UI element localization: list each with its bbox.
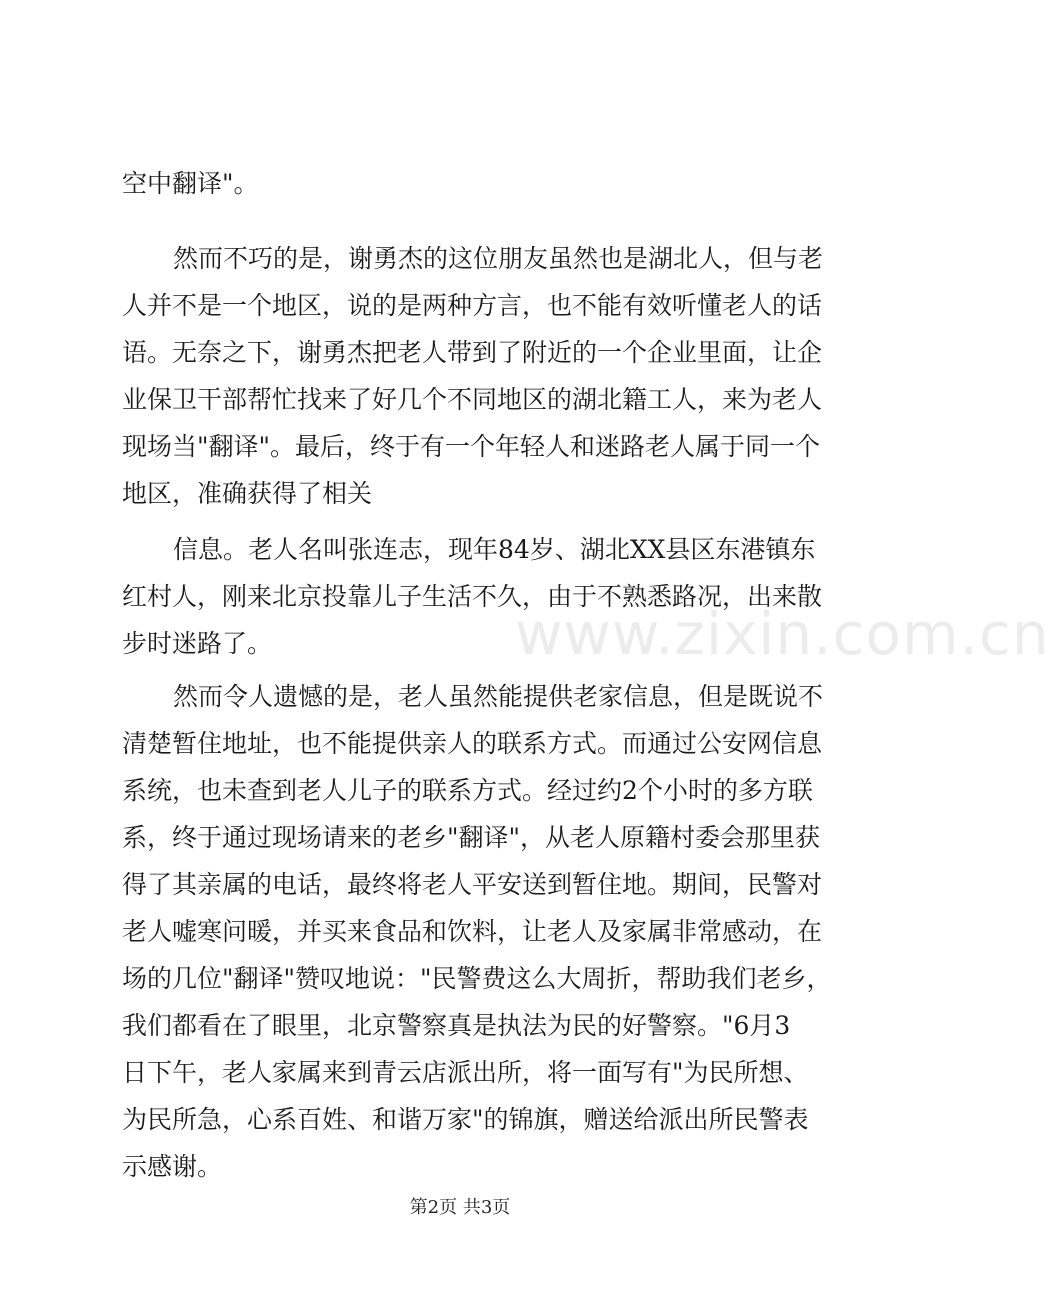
page-footer: 第2页 共3页 [409,1197,511,1218]
document-page: 空中翻译"。 然而不巧的是，谢勇杰的这位朋友虽然也是湖北人，但与老 人并不是一个地区，说的是两种方言，也不能有效听懂老人的话 语。无奈之下，谢勇杰把老人带到了附近的一个企业里面，让企 业保卫干部帮忙找来了好几个不同地区的湖北籍工人，来为老人 现场当"翻译"。最后，终于有一个年轻人和迷路老人属于同一个 地区，准确获得了相关 信息。老人名叫张连志，现年84岁、湖北XX县区东港镇东 红村人，刚来北京投靠儿子生活不久，由于不熟悉路况，出来散 步时迷路了。 然而令人遗憾的是，老人虽然能提供老家信息，但是既说不 清楚暂住地址，也不能提供亲人的联系方式。而通过公安网信息 系统，也未查到老人儿子的联系方式。经过约2个小时的多方联 系，终于通过现场请来的老乡"翻译"，从老人原籍村委会那里获 得了其亲属的电话，最终将老人平安送到暂住地。期间，民警对 老人嘘寒问暖，并买来食品和饮料，让老人及家属非常感动，在 场的几位"翻译"赞叹地说："民警费这么大周折，帮助我们老乡， 我们都看在了眼里，北京警察真是执法为民的好警察。"6月3 日下午，老人家属来到青云店派出所，将一面写有"为民所想、 为民所急，心系百姓、和谐万家"的锦旗，赠送给派出所民警表 示感谢。 www.zixin.com.cn 第2页 共3页 [0,0,920,1302]
watermark: www.zixin.com.cn [515,600,1050,668]
